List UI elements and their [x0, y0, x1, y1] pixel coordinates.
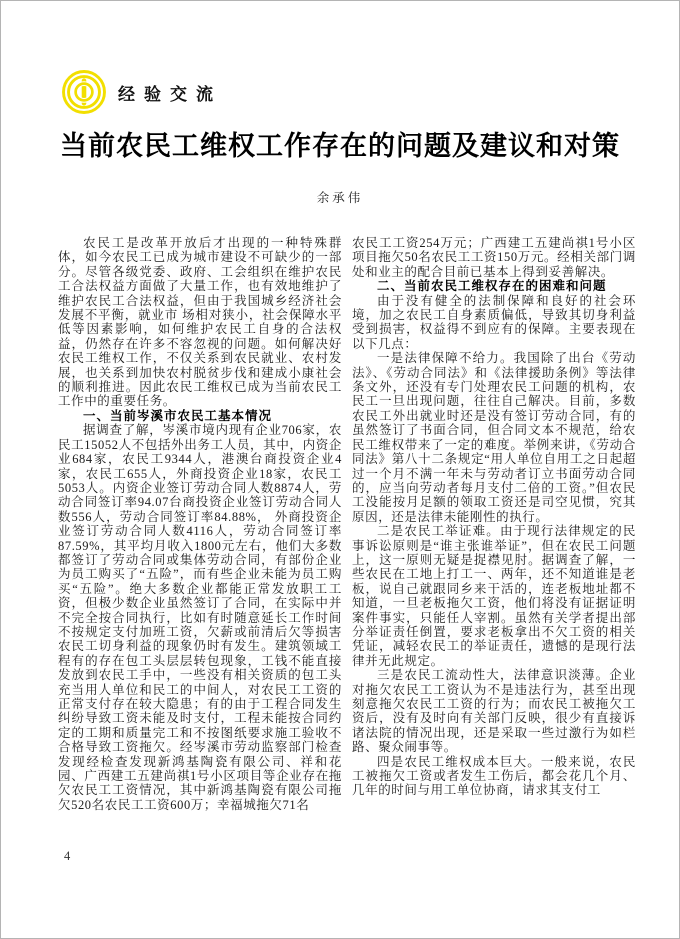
paragraph: 据调查了解，岑溪市境内现有企业706家，农民工15052人不包括外出务工人员，其中，内资企业684家，农民工9344人，港澳台商投资企业4家，农民工655人，外商投资企业18家，农民工5053人。内资企业签订劳动合同人数8874人，劳动合同签订率94.07台商投资企业签订劳动合同人数556人，劳动合同签订率84.88%， 外商投资企业签订劳动合同人数4116人，劳动合同签订率87.59%，其平均月收入1800元左右，他们大多数都签订了劳动合同或集体劳动合同，有部份企业为员工购买了“五险”，而有些企业未能为员工购买“五险”。绝大多数企业都能正常发放职工工资，但极少数企业虽然签订了合同，在实际中并不完全按合同执行，比如有时随意延长工作时间不按规定支付加班工资，欠薪或前清后欠等损害农民工切身利益的现象仍时有发生。建筑领域工程有的存在包工头层层转包现象，工钱不能直接发放到农民工手中，一些没有相关资质的包工头充当用人单位和民工的中间人，对农民工工资的正常支付存在较大隐患；有的由于工程合同发生纠纷导致工资未能及时支付，工程未能按合同约定的工期和质量完工和不按图纸要求施工验收不合格导致工资拖欠。经岑溪市劳动监察部门检查发现经检查发现新鸿基陶瓷有限公司、祥和花园、广西建工五建尚祺1号小区项目等企业存在拖欠农民工工资情况，其中新鸿基陶瓷有限公司拖欠520名农民工工资600万；幸福城拖欠71名: [58, 423, 342, 812]
paragraph: 三是农民工流动性大，法律意识淡薄。企业对拖欠农民工工资认为不是违法行为，甚至出现刻意拖欠农民工工资的行为；而农民工被拖欠工资后，没有及时向有关部门反映，很少有直接诉诸法院的情况出现，还是采取一些过激行为如栏路、聚众闹事等。: [352, 668, 636, 755]
column-right: [352, 236, 636, 812]
paragraph: 由于没有健全的法制保障和良好的社会环境，加之农民工自身素质偏低，导致其切身利益受到损害，权益得不到应有的保障。主要表现在以下几点：: [352, 293, 636, 351]
paragraph: 二是农民工举证难。由于现行法律规定的民事诉讼原则是“谁主张谁举证”，但在农民工问题上，这一原则无疑是捉襟见肘。据调查了解，一些农民在工地上打工一、两年，还不知道谁是老板，说自己就跟同乡来干活的，连老板地址都不知道，一旦老板拖欠工资，他们将没有证据证明案件事实，只能任人宰割。虽然有关学者提出部分举证责任倒置，要求老板拿出不欠工资的相关凭证，减轻农民工的举证责任，遗憾的是现行法律并无此规定。: [352, 524, 636, 668]
author-name: 余承伟: [316, 191, 364, 205]
article-title: 当前农民工维权工作存在的问题及建议和对策: [60, 131, 620, 161]
paragraph: 四是农民工维权成本巨大。一般来说，农民工被拖欠工资或者发生工伤后，都会花几个月、几年的时间与用工单位协商，请求其支付工: [352, 754, 636, 798]
section-heading: 二、当前农民工维权存在的困难和问题: [377, 279, 607, 294]
page-number: 4: [64, 849, 71, 863]
section-label: 经验交流: [118, 84, 222, 104]
column-left: [58, 236, 342, 812]
page-header: [61, 69, 222, 115]
paragraph: 农民工是改革开放后才出现的一种特殊群体，如今农民工已成为城市建设不可缺少的一部分。尽管各级党委、政府、工会组织在维护农民工合法权益方面做了大量工作，也有效地维护了维护农民工合法权益，但由于我国城乡经济社会发展不平衡，就业市 场相对狭小，社会保障水平低等因素影响，如何维护农民工自身的合法权益，仍然存在许多不容忽视的问题。如何解决好农民工维权工作，不仅关系到农民就业、农村发展，也关系到加快农村脱贫步伐和建成小康社会的顺利推进。因此农民工维权已成为当前农民工工作中的重要任务。: [58, 236, 342, 409]
trade-union-emblem-icon: [61, 69, 107, 115]
section-heading: 一、当前岑溪市农民工基本情况: [83, 408, 273, 423]
paragraph: 农民工工资254万元；广西建工五建尚祺1号小区项目拖欠50名农民工工资150万元。经相关部门调处和业主的配合目前已基本上得到妥善解决。: [352, 236, 636, 279]
paragraph: 一是法律保障不给力。我国除了出台《劳动法》、《劳动合同法》和《法律援助条例》等法律条文外，还没有专门处理农民工问题的机构，农民工一旦出现问题，往往自己解决。目前，多数农民工外出就业时还是没有签订劳动合同，有的虽然签订了书面合同，但合同文本不规范，给农民工维权带来了一定的难度。举例来讲，《劳动合同法》第八十二条规定“用人单位自用工之日起超过一个月不满一年未与劳动者订立书面劳动合同的，应当向劳动者每月支付二倍的工资。”但农民工没能按月足额的领取工资还是司空见惯，究其原因，还是法律未能刚性的执行。: [352, 351, 636, 524]
article-body: [58, 236, 636, 812]
